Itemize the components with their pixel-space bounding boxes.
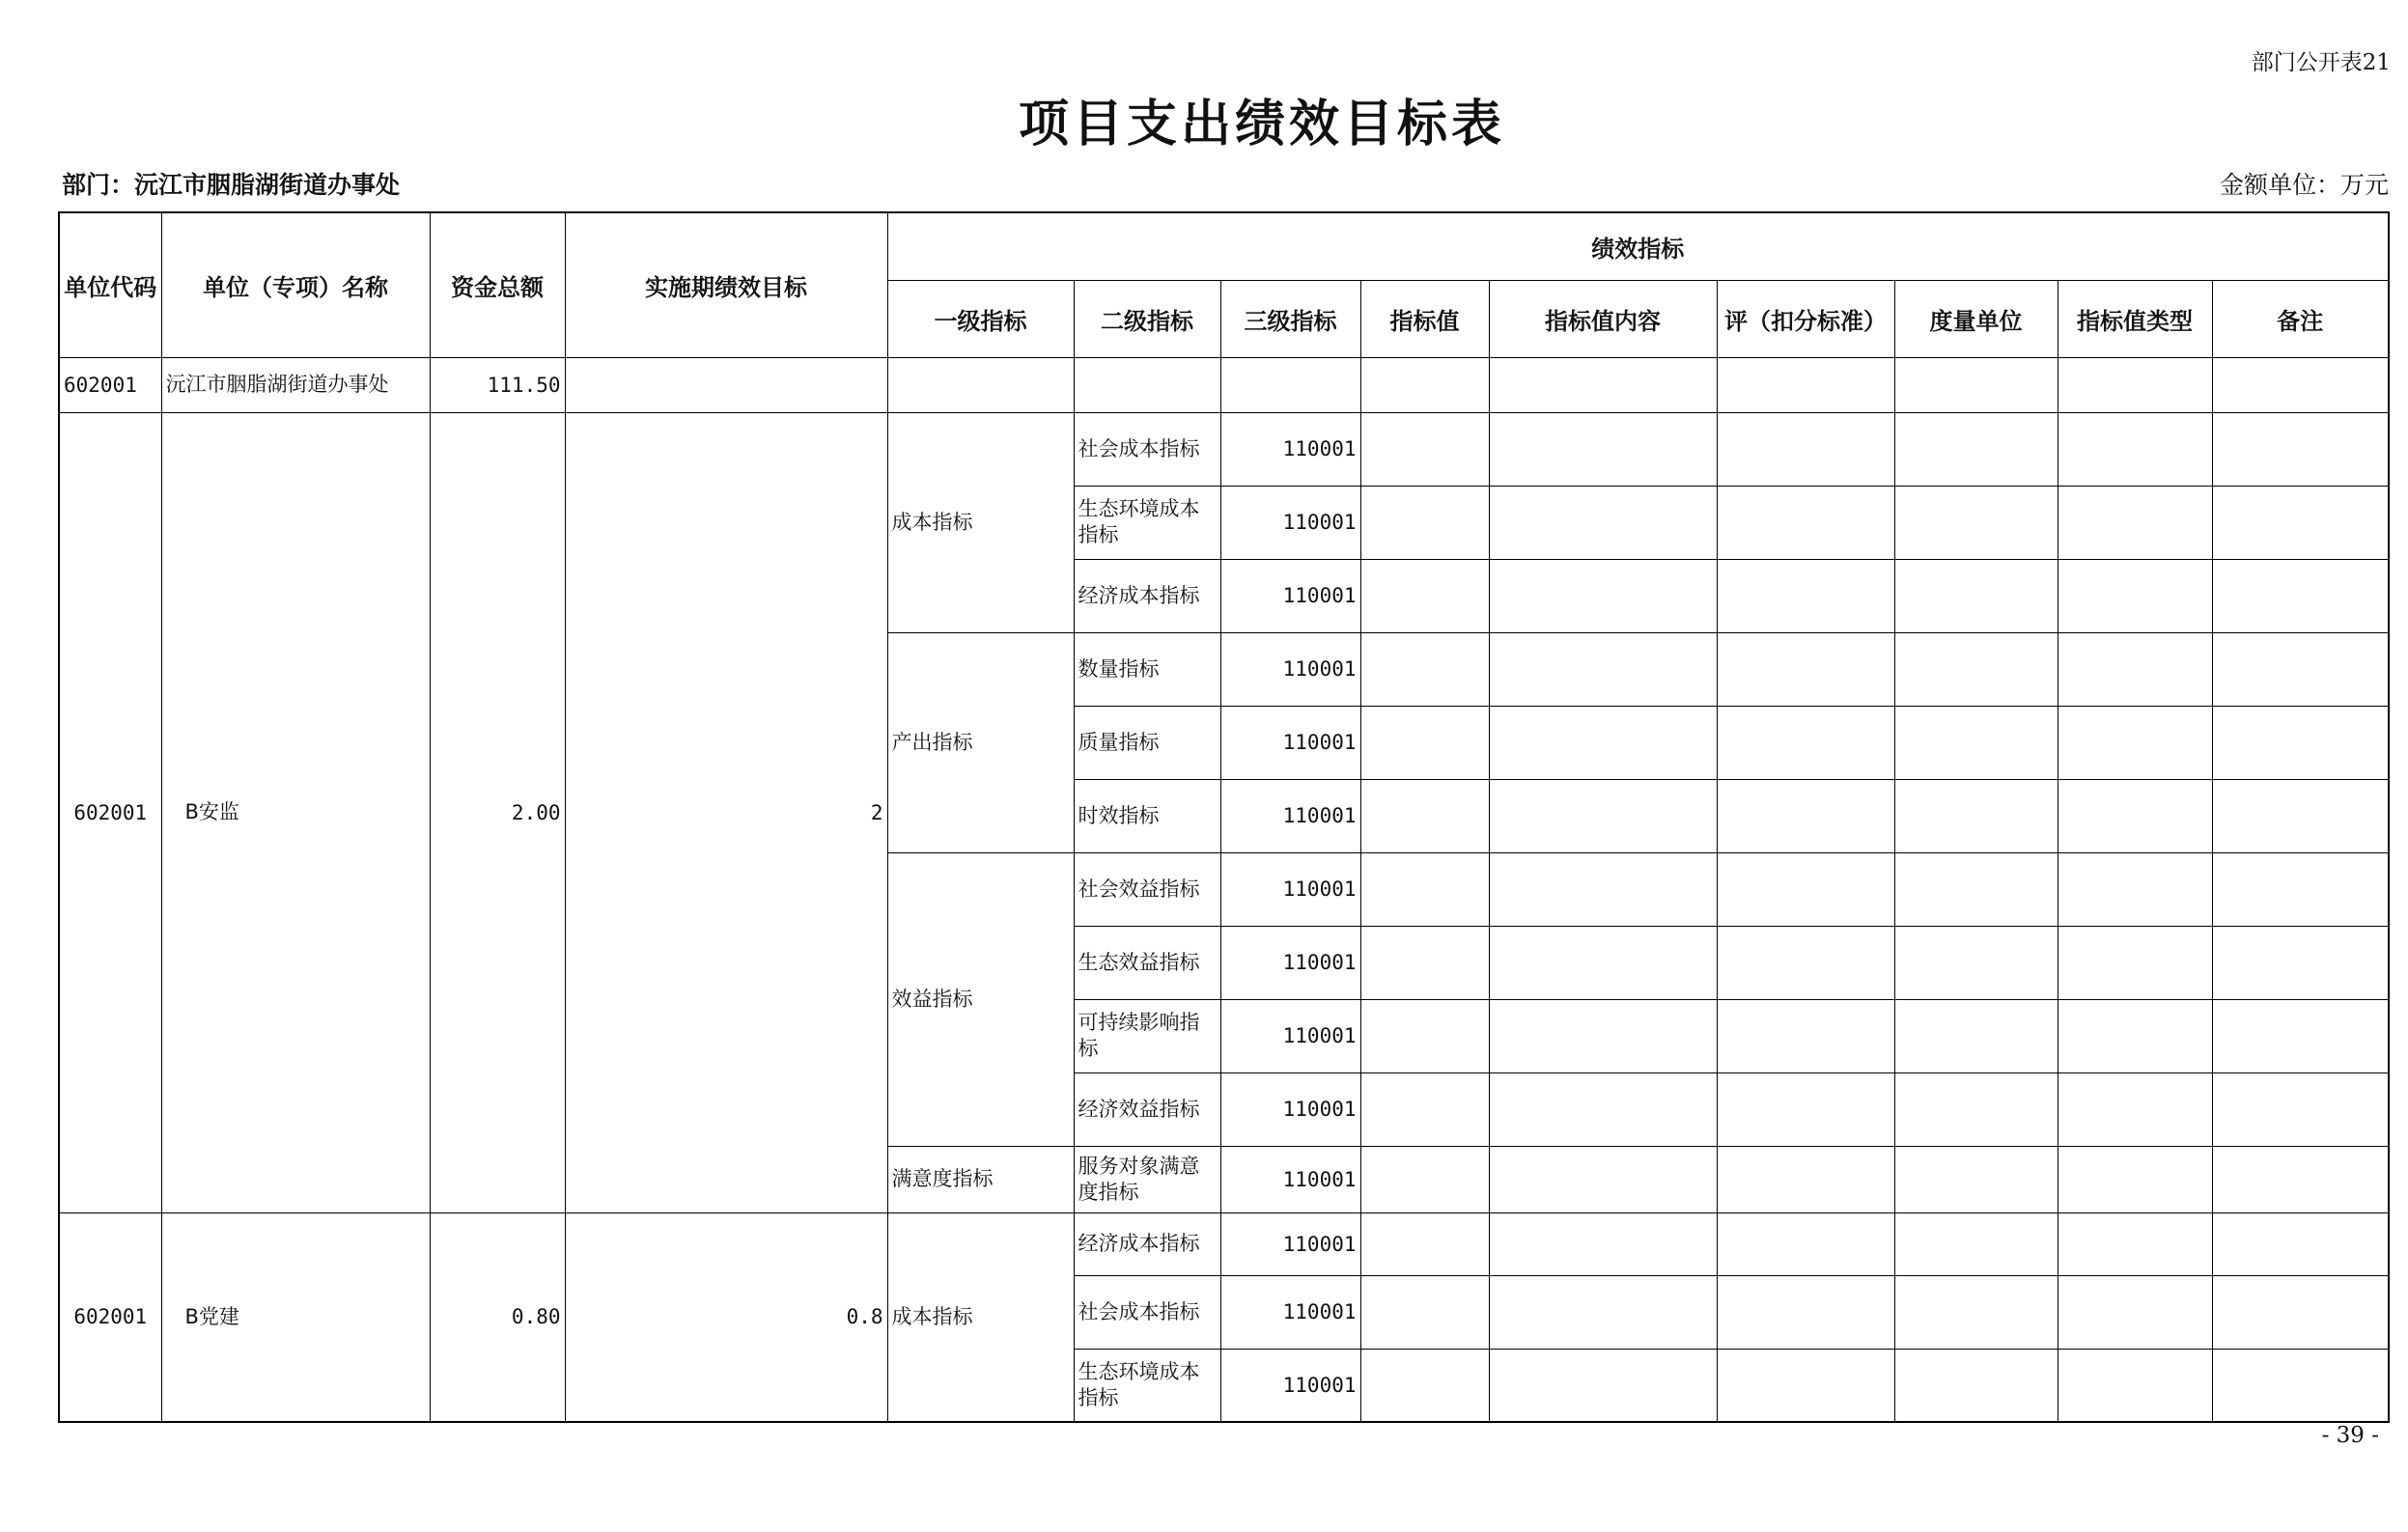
level3-cell: 110001 (1220, 559, 1360, 632)
level2-cell: 服务对象满意度指标 (1074, 1146, 1220, 1212)
level2-cell: 时效指标 (1074, 779, 1220, 852)
col-perf-group: 绩效指标 (887, 212, 2389, 280)
project-name: B党建 (161, 1212, 430, 1422)
project-total: 0.80 (430, 1212, 565, 1422)
level3-cell: 110001 (1220, 779, 1360, 852)
level3-cell: 110001 (1220, 1146, 1360, 1212)
level3-cell: 110001 (1220, 1072, 1360, 1146)
project-total: 2.00 (430, 412, 565, 1212)
summary-name: 沅江市胭脂湖街道办事处 (161, 357, 430, 412)
amount-unit-label: 金额单位：万元 (2219, 171, 2389, 199)
col-type: 指标值类型 (2058, 280, 2212, 357)
col-level1: 一级指标 (887, 280, 1074, 357)
level3-cell: 110001 (1220, 999, 1360, 1072)
level2-cell: 生态效益指标 (1074, 926, 1220, 999)
col-value: 指标值 (1360, 280, 1489, 357)
level2-cell: 社会成本指标 (1074, 412, 1220, 486)
level3-cell: 110001 (1220, 1212, 1360, 1275)
level1-cell: 满意度指标 (887, 1146, 1074, 1212)
level1-cell: 效益指标 (887, 852, 1074, 1146)
col-goal: 实施期绩效目标 (565, 212, 887, 357)
level2-cell: 经济成本指标 (1074, 559, 1220, 632)
project-code: 602001 (59, 1212, 161, 1422)
project-code: 602001 (59, 412, 161, 1212)
form-id: 部门公开表21 (2251, 50, 2391, 75)
department-label: 部门：沅江市胭脂湖街道办事处 (62, 171, 401, 199)
level3-cell: 110001 (1220, 632, 1360, 706)
summary-row (59, 357, 2389, 412)
level2-cell: 质量指标 (1074, 706, 1220, 779)
col-level2: 二级指标 (1074, 280, 1220, 357)
col-score: 评（扣分标准） (1717, 280, 1894, 357)
col-level3: 三级指标 (1220, 280, 1360, 357)
level3-cell: 110001 (1220, 706, 1360, 779)
page-number: - 39 - (2321, 1423, 2379, 1448)
level2-cell: 经济效益指标 (1074, 1072, 1220, 1146)
project-name: B安监 (161, 412, 430, 1212)
col-total: 资金总额 (430, 212, 565, 357)
col-remark: 备注 (2212, 280, 2389, 357)
page-title: 项目支出绩效目标表 (1018, 95, 1505, 153)
level3-cell: 110001 (1220, 1275, 1360, 1349)
level2-cell: 可持续影响指标 (1074, 999, 1220, 1072)
level3-cell: 110001 (1220, 486, 1360, 559)
col-measure: 度量单位 (1894, 280, 2058, 357)
col-name: 单位（专项）名称 (161, 212, 430, 357)
level1-cell: 成本指标 (887, 1212, 1074, 1422)
project-goal: 0.8 (565, 1212, 887, 1422)
level3-cell: 110001 (1220, 852, 1360, 926)
performance-table (58, 211, 2390, 1423)
project-goal: 2 (565, 412, 887, 1212)
level2-cell: 生态环境成本指标 (1074, 486, 1220, 559)
level2-cell: 社会效益指标 (1074, 852, 1220, 926)
level1-cell: 成本指标 (887, 412, 1074, 632)
level3-cell: 110001 (1220, 926, 1360, 999)
table-row (59, 412, 2389, 486)
level2-cell: 经济成本指标 (1074, 1212, 1220, 1275)
level2-cell: 社会成本指标 (1074, 1275, 1220, 1349)
col-content: 指标值内容 (1489, 280, 1717, 357)
level2-cell: 数量指标 (1074, 632, 1220, 706)
level3-cell: 110001 (1220, 412, 1360, 486)
level1-cell: 产出指标 (887, 632, 1074, 852)
level2-cell: 生态环境成本指标 (1074, 1349, 1220, 1422)
col-code: 单位代码 (59, 212, 161, 357)
table-row (59, 1212, 2389, 1275)
summary-total: 111.50 (430, 357, 565, 412)
summary-code: 602001 (59, 357, 161, 412)
level3-cell: 110001 (1220, 1349, 1360, 1422)
